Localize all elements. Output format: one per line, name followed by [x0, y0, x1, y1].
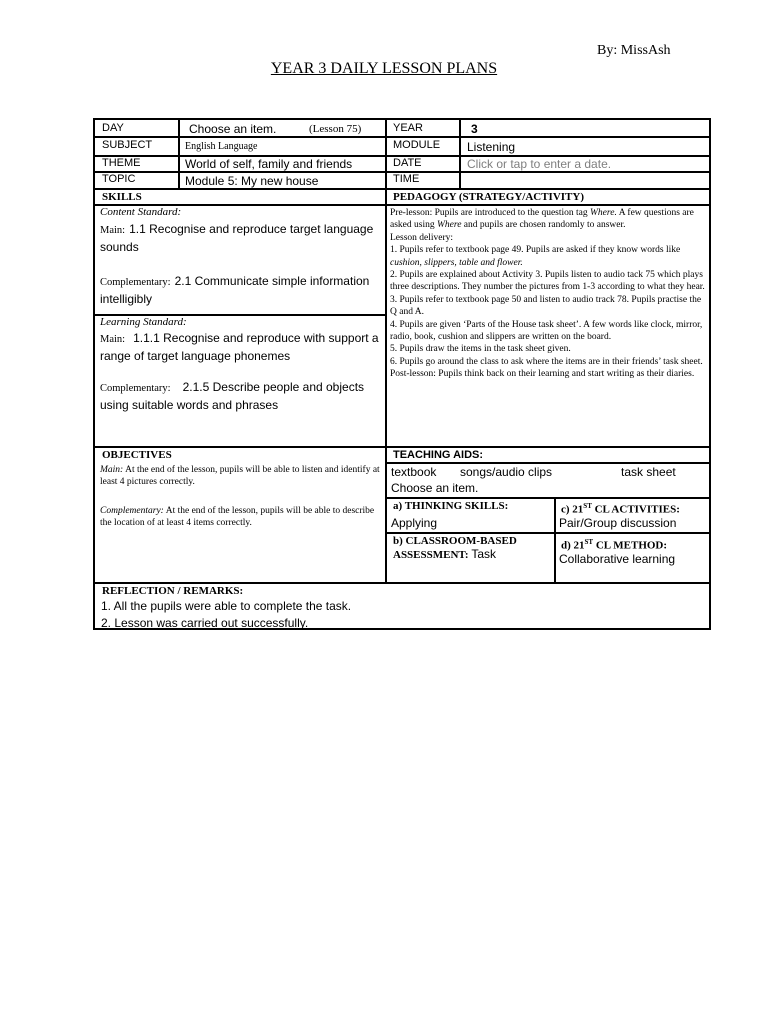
objective-main-text: At the end of the lesson, pupils will be able to listen and identify at least 4 pictures correctly. [100, 465, 380, 488]
theme-label: THEME [102, 157, 141, 169]
content-comp-text[interactable]: 2.1 Communicate simple information intelligibly [100, 274, 370, 306]
objectives-heading: OBJECTIVES [102, 449, 172, 461]
learning-comp-text[interactable]: 2.1.5 Describe people and objects using suitable words and phrases [100, 380, 365, 412]
aid-dropdown[interactable]: Choose an item. [391, 481, 479, 495]
step-6: 6. Pupils go around the class to ask where the items are in their friends’ task sheet. [390, 356, 703, 367]
learning-main-prefix: Main: [100, 334, 126, 345]
lesson-delivery-label: Lesson delivery: [390, 232, 454, 243]
step-1: 1. Pupils refer to textbook page 49. Pupils are asked if they know words like [390, 245, 681, 256]
learning-standard-label: Learning Standard: [100, 316, 187, 328]
pre-lesson-text-3: and pupils are chosen randomly to answer. [463, 220, 626, 231]
date-picker-field[interactable]: Click or tap to enter a date. [467, 157, 612, 171]
author-line: By: MissAsh [597, 43, 671, 58]
reflection-item-2[interactable]: 2. Lesson was carried out successfully. [101, 616, 309, 630]
aid-task-sheet[interactable]: task sheet [621, 465, 676, 479]
learning-main-text[interactable]: 1.1.1 Recognise and reproduce with support a range of target language phonemes [100, 331, 379, 363]
thinking-skills-value[interactable]: Applying [391, 516, 438, 530]
day-dropdown[interactable]: Choose an item. [189, 122, 277, 136]
content-main-text[interactable]: 1.1 Recognise and reproduce target language sounds [100, 222, 374, 254]
module-label: MODULE [393, 139, 441, 151]
pre-lesson-text-2: A few questions are asked using [390, 208, 694, 231]
subject-label: SUBJECT [102, 139, 153, 151]
thinking-skills-label: a) THINKING SKILLS: [393, 500, 509, 512]
date-label: DATE [393, 157, 422, 169]
pedagogy-heading: PEDAGOGY (STRATEGY/ACTIVITY) [393, 191, 584, 203]
skills-heading: SKILLS [102, 191, 142, 203]
content-comp-prefix: Complementary: [100, 277, 171, 288]
assessment-label: b) CLASSROOM-BASED ASSESSMENT: [393, 535, 517, 561]
pre-lesson-text: Pre-lesson: Pupils are introduced to the question tag [390, 208, 588, 218]
year-label: YEAR [393, 122, 423, 134]
learning-standard [98, 316, 382, 413]
teaching-aids-heading: TEACHING AIDS: [393, 449, 484, 461]
module-value[interactable]: Listening [467, 140, 516, 154]
theme-value[interactable]: World of self, family and friends [185, 157, 353, 171]
lesson-plan-table [93, 118, 711, 630]
step-4: 4. Pupils are given ‘Parts of the House task sheet’. A few words like clock, mirror, radio, book, cushion and slippers are written on the board. [390, 319, 703, 343]
page-title: YEAR 3 DAILY LESSON PLANS [270, 60, 498, 77]
pre-lesson-where-2: Where [436, 220, 462, 231]
pre-lesson-where: Where. [590, 208, 617, 218]
reflection-heading: REFLECTION / REMARKS: [102, 585, 244, 597]
assessment-box [389, 534, 557, 563]
activities-value[interactable]: Pair/Group discussion [559, 516, 677, 530]
assessment-value[interactable]: Task [471, 547, 497, 561]
aid-textbook[interactable]: textbook [391, 465, 437, 479]
subject-value[interactable]: English Language [185, 141, 258, 152]
objective-main-label: Main: [100, 465, 124, 475]
topic-value[interactable]: Module 5: My new house [185, 174, 319, 188]
day-label: DAY [102, 122, 124, 134]
time-value[interactable] [463, 172, 471, 176]
objective-main[interactable] [98, 463, 382, 490]
learning-comp-prefix: Complementary: [100, 383, 171, 394]
method-label: d) 21ST CL METHOD: [561, 538, 668, 552]
pedagogy-body[interactable] [387, 206, 711, 382]
activities-label: c) 21ST CL ACTIVITIES: [561, 502, 680, 516]
aid-songs-audio[interactable]: songs/audio clips [460, 465, 553, 479]
reflection-item-1[interactable]: 1. All the pupils were able to complete the task. [101, 599, 352, 613]
content-standard [98, 206, 382, 307]
objective-comp-text: At the end of the lesson, pupils will be able to describe the location of at least 4 items correctly. [100, 506, 375, 529]
objective-complementary[interactable] [98, 504, 382, 531]
step-3: 3. Pupils refer to textbook page 50 and listen to audio track 78. Pupils practise the Q and A. [390, 294, 702, 318]
lesson-number: (Lesson 75) [309, 123, 362, 135]
content-standard-label: Content Standard: [100, 206, 182, 218]
step-2: 2. Pupils are explained about Activity 3. Pupils listen to audio tack 75 which plays three descriptions. They number the pictures from 1-3 according to what they hear. [390, 270, 705, 293]
method-value[interactable]: Collaborative learning [559, 552, 676, 566]
time-label: TIME [393, 173, 420, 185]
post-lesson: Post-lesson: Pupils think back on their learning and start writing as their diaries. [390, 369, 695, 380]
objective-comp-label: Complementary: [100, 506, 164, 516]
year-value[interactable]: 3 [471, 122, 478, 136]
content-main-prefix: Main: [100, 225, 126, 236]
step-1-words: cushion, slippers, table and flower. [390, 257, 523, 268]
topic-label: TOPIC [102, 173, 136, 185]
step-5: 5. Pupils draw the items in the task sheet given. [390, 344, 571, 355]
